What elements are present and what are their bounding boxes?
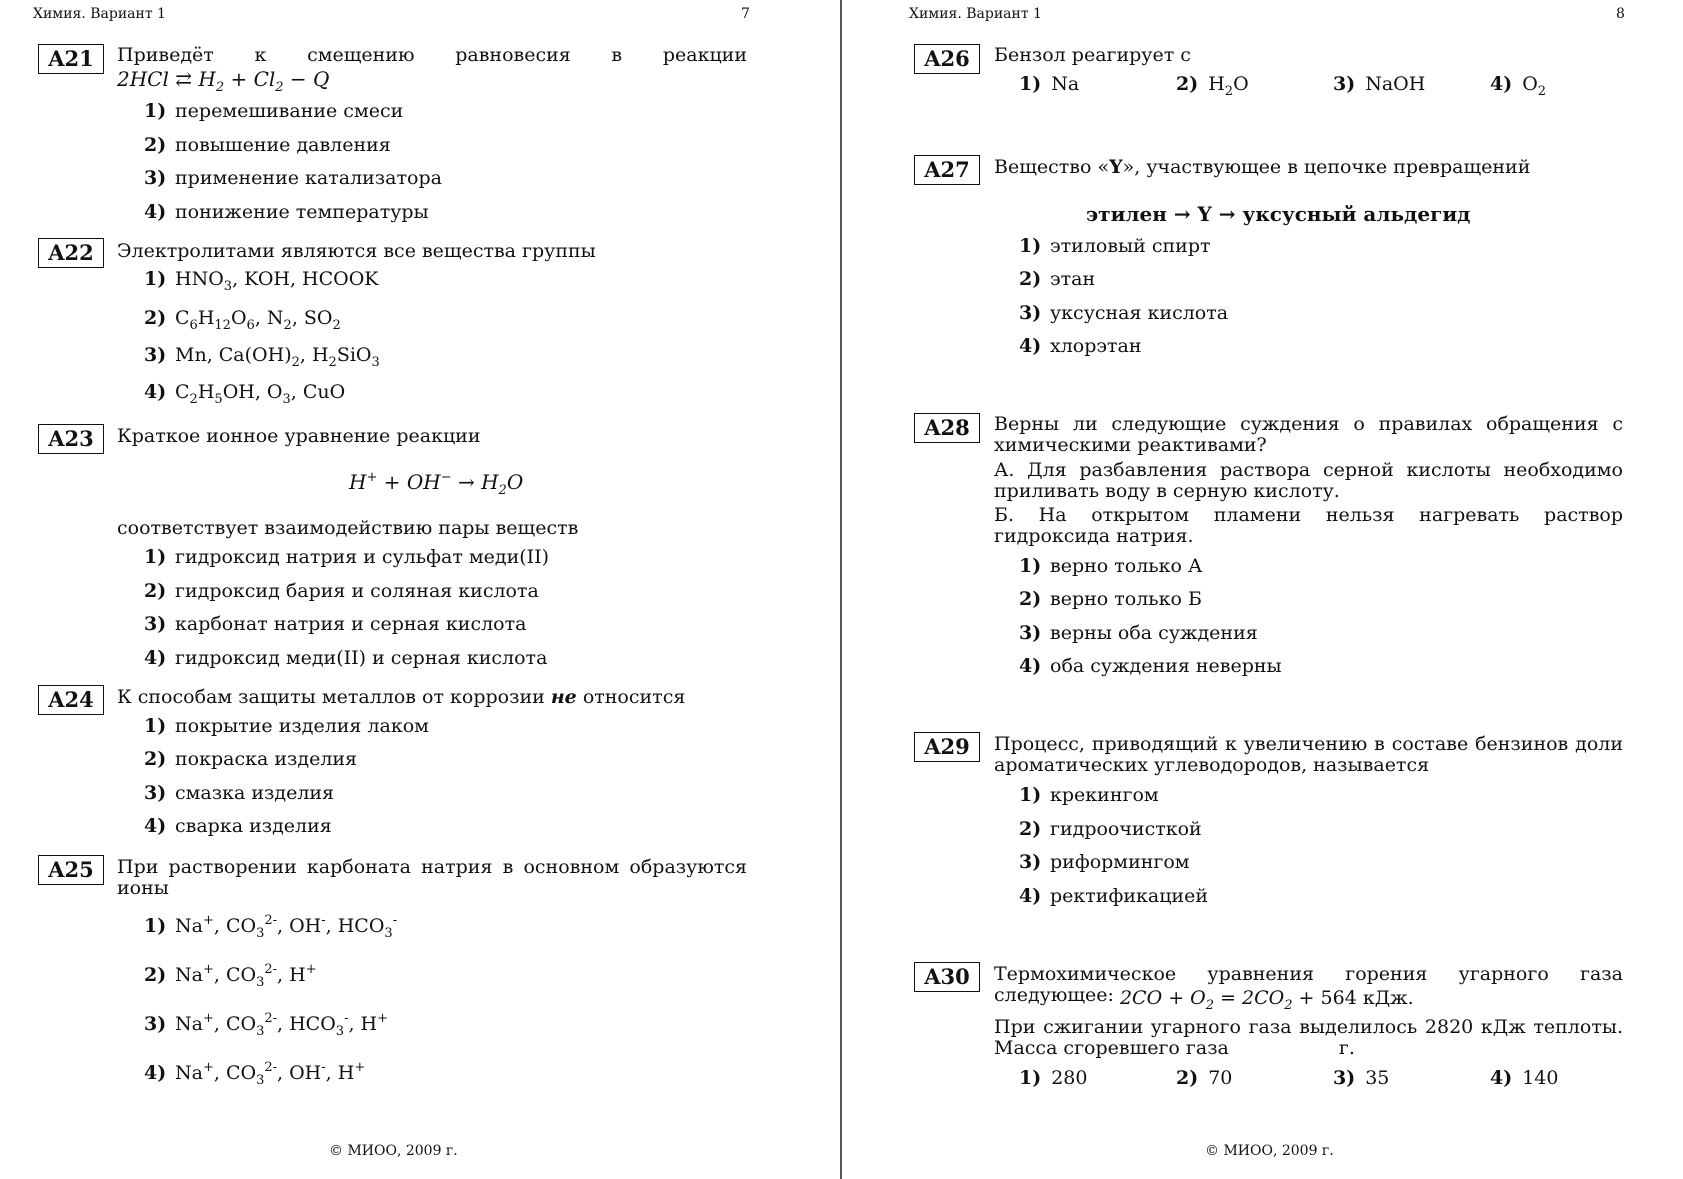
option-a26-1[interactable]: 1) Na: [1019, 73, 1080, 95]
left-page-header: Химия. Вариант 1: [33, 6, 166, 22]
question-number-a23: A23: [38, 424, 104, 454]
question-number-a26: A26: [914, 44, 980, 74]
option-a26-2[interactable]: 2) $H_2O$: [1176, 73, 1249, 99]
question-a27-chain: этилен → Y → уксусный альдегид: [1086, 202, 1471, 226]
option-a25-4[interactable]: 4) Na+, $CO_3^{2-}$, OH-, H+: [144, 1060, 366, 1088]
option-a26-4[interactable]: 4) $O_2$: [1490, 73, 1547, 99]
question-a26-text: Бензол реагирует с: [994, 44, 1191, 66]
option-a27-1[interactable]: 1) этиловый спирт: [1019, 235, 1211, 257]
question-a22-text: Электролитами являются все вещества группы: [117, 240, 596, 262]
question-a28-statement-a: А. Для разбавления раствора серной кислоты необходимо приливать воду в серную кислоту.: [994, 459, 1623, 502]
question-number-a24: A24: [38, 685, 104, 715]
question-a21-equation: 2HCl ⇄ $H_2 + Cl_2 - Q$: [117, 67, 330, 95]
question-a30-text2: При сжигании угарного газа выделилось 2820 кДж теплоты. Масса сгоревшего газа г.: [994, 1016, 1623, 1059]
left-page-number: 7: [741, 6, 750, 22]
option-a24-1[interactable]: 1) покрытие изделия лаком: [144, 715, 429, 737]
option-a23-3[interactable]: 3) карбонат натрия и серная кислота: [144, 613, 527, 635]
page-divider: [840, 0, 842, 1179]
question-a21-text: Приведёт к смещению равновесия в реакции: [117, 44, 747, 66]
question-a23-text2: соответствует взаимодействию пары веществ: [117, 517, 579, 539]
question-number-a28: A28: [914, 413, 980, 443]
option-a30-4[interactable]: 4) 140: [1490, 1067, 1559, 1089]
question-a30-text: Термохимическое уравнения горения угарного газа следующее:: [994, 963, 1623, 1006]
question-a25-text: При растворении карбоната натрия в основном образуются ионы: [117, 856, 747, 899]
question-a28-statement-b: Б. На открытом пламени нельзя нагревать раствор гидроксида натрия.: [994, 504, 1623, 547]
option-a21-3[interactable]: 3) применение катализатора: [144, 167, 442, 189]
question-number-a22: A22: [38, 238, 104, 268]
option-a23-2[interactable]: 2) гидроксид бария и соляная кислота: [144, 580, 539, 602]
option-a21-1[interactable]: 1) перемешивание смеси: [144, 100, 404, 122]
question-a30-options: [1019, 1067, 1579, 1097]
option-a22-1[interactable]: 1) $HNO_3$, KOH, HCOOK: [144, 268, 379, 294]
option-a27-4[interactable]: 4) хлорэтан: [1019, 335, 1142, 357]
right-page-number: 8: [1616, 6, 1625, 22]
right-page-header: Химия. Вариант 1: [909, 6, 1042, 22]
option-a24-2[interactable]: 2) покраска изделия: [144, 748, 358, 770]
option-a21-2[interactable]: 2) повышение давления: [144, 134, 391, 156]
question-number-a30: A30: [914, 962, 980, 992]
question-a30-equation: $2CO + O_2 = 2CO_2$: [1119, 987, 1293, 1013]
question-a23-text: Краткое ионное уравнение реакции: [117, 425, 481, 447]
option-a25-2[interactable]: 2) Na+, $CO_3^{2-}$, H+: [144, 962, 317, 990]
option-a29-4[interactable]: 4) ректификацией: [1019, 885, 1208, 907]
question-a26-options: [1019, 73, 1579, 103]
question-a27-text: Вещество «Y», участвующее в цепочке превращений: [994, 156, 1531, 178]
option-a30-3[interactable]: 3) 35: [1333, 1067, 1390, 1089]
option-a25-1[interactable]: 1) Na+, $CO_3^{2-}$, OH-, $HCO_3^-$: [144, 913, 398, 941]
option-a23-4[interactable]: 4) гидроксид меди(II) и серная кислота: [144, 647, 548, 669]
question-a23-equation: $H^+ + OH^- \to H_2O$: [349, 470, 524, 498]
question-number-a29: A29: [914, 732, 980, 762]
option-a29-1[interactable]: 1) крекингом: [1019, 784, 1159, 806]
option-a25-3[interactable]: 3) Na+, $CO_3^{2-}$, $HCO_3^-$, H+: [144, 1011, 389, 1039]
option-a22-2[interactable]: 2) $C_6H_{12}O_6$, $N_2$, $SO_2$: [144, 307, 341, 333]
option-a27-2[interactable]: 2) этан: [1019, 268, 1096, 290]
option-a29-2[interactable]: 2) гидроочисткой: [1019, 818, 1202, 840]
question-a28-text: Верны ли следующие суждения о правилах обращения с химическими реактивами?: [994, 413, 1623, 456]
option-a22-3[interactable]: 3) Mn, $Ca(OH)_2$, $H_2SiO_3$: [144, 344, 380, 370]
left-page: [0, 0, 840, 1179]
question-a24-text: К способам защиты металлов от коррозии не относится: [117, 686, 686, 708]
option-a30-1[interactable]: 1) 280: [1019, 1067, 1088, 1089]
right-page-footer: © МИОО, 2009 г.: [1205, 1143, 1334, 1159]
question-number-a21: A21: [38, 44, 104, 74]
option-a28-4[interactable]: 4) оба суждения неверны: [1019, 655, 1282, 677]
option-a26-3[interactable]: 3) NaOH: [1333, 73, 1426, 95]
option-a28-3[interactable]: 3) верны оба суждения: [1019, 622, 1258, 644]
option-a21-4[interactable]: 4) понижение температуры: [144, 201, 429, 223]
option-a30-2[interactable]: 2) 70: [1176, 1067, 1233, 1089]
option-a24-4[interactable]: 4) сварка изделия: [144, 815, 332, 837]
right-page: [843, 0, 1683, 1179]
option-a27-3[interactable]: 3) уксусная кислота: [1019, 302, 1229, 324]
question-a30-equation-line: $2CO + O_2 = 2CO_2 + 564$ кДж.: [1119, 987, 1414, 1013]
left-page-footer: © МИОО, 2009 г.: [329, 1143, 458, 1159]
option-a28-2[interactable]: 2) верно только Б: [1019, 588, 1202, 610]
question-number-a27: A27: [914, 155, 980, 185]
option-a28-1[interactable]: 1) верно только А: [1019, 555, 1203, 577]
option-a22-4[interactable]: 4) $C_2H_5OH$, $O_3$, CuO: [144, 381, 346, 407]
question-number-a25: A25: [38, 855, 104, 885]
option-a23-1[interactable]: 1) гидроксид натрия и сульфат меди(II): [144, 546, 550, 568]
option-a24-3[interactable]: 3) смазка изделия: [144, 782, 335, 804]
question-a29-text: Процесс, приводящий к увеличению в составе бензинов доли ароматических углеводородов, называется: [994, 733, 1623, 776]
option-a29-3[interactable]: 3) риформингом: [1019, 851, 1190, 873]
